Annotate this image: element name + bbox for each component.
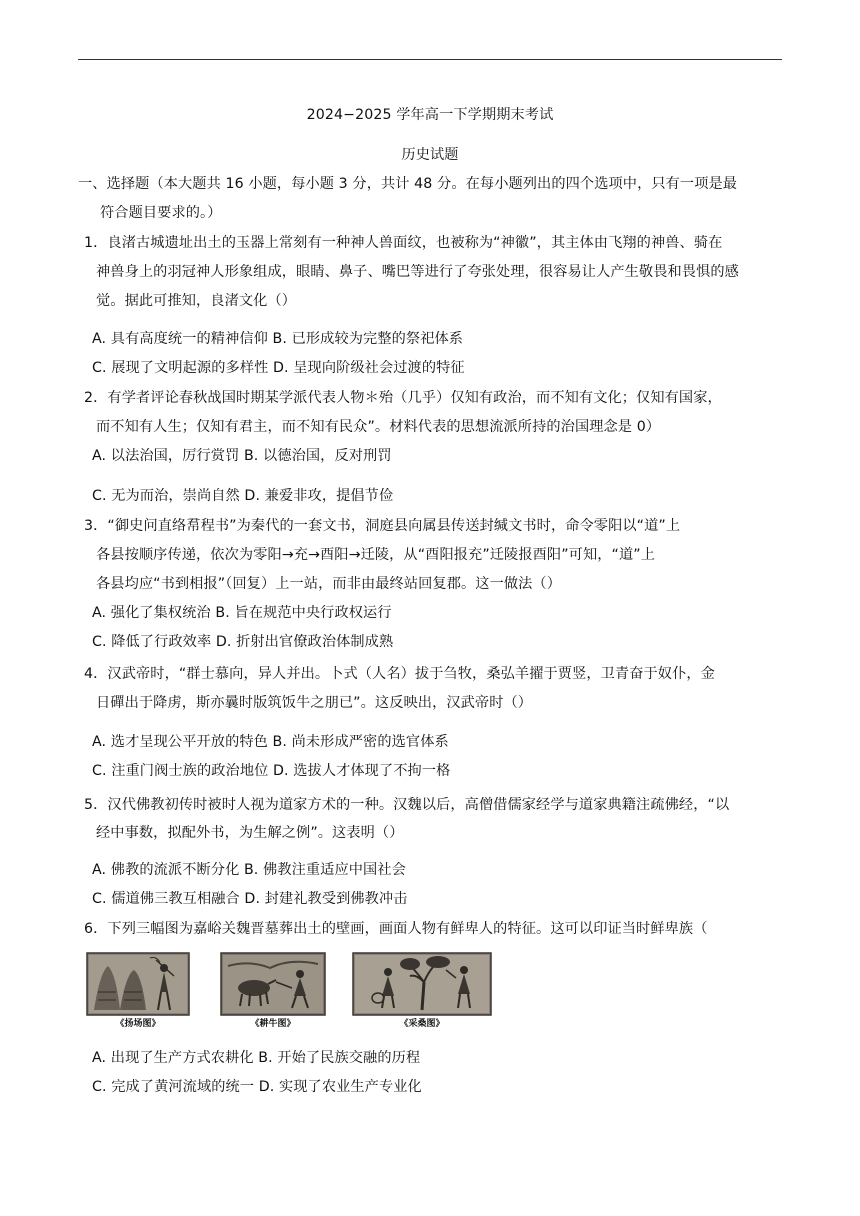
exam-title: 2024−2025 学年高一下学期期末考试 bbox=[306, 107, 554, 123]
q1-options-ab: A. 具有高度统一的精神信仰 B. 已形成较为完整的祭祀体系 bbox=[92, 331, 464, 347]
q4-options-ab: A. 选才呈现公平开放的特色 B. 尚未形成严密的选官体系 bbox=[92, 734, 449, 750]
q5-stem-line-1: 5．汉代佛教初传时被时人视为道家方术的一种。汉魏以后，高僧借儒家经学与道家典籍注疏佛经，“以 bbox=[84, 797, 730, 813]
section-instructions-cont: 符合题目要求的。） bbox=[100, 205, 222, 221]
q3-options-ab: A. 强化了集权统治 B. 旨在规范中央行政权运行 bbox=[92, 605, 392, 621]
mural-mulberry-caption: 《采桑图》 bbox=[399, 1019, 445, 1029]
q4-stem-line-1: 4．汉武帝时，“群士慕向，异人并出。卜式（人名）拔于刍牧，桑弘羊擢于贾竖，卫青奋于奴仆，金 bbox=[84, 666, 715, 682]
q2-stem-line-2: 而不知有人生；仅知有君主，而不知有民众”。材料代表的思想流派所持的治国理念是 0） bbox=[96, 419, 661, 435]
q2-options-ab: A. 以法治国，厉行赏罚 B. 以德治国，反对刑罚 bbox=[92, 448, 392, 464]
q5-options-cd: C. 儒道佛三教互相融合 D. 封建礼教受到佛教冲击 bbox=[92, 891, 408, 907]
mural-winnowing-image bbox=[86, 952, 190, 1016]
q4-options-cd: C. 注重门阀士族的政治地位 D. 选拔人才体现了不拘一格 bbox=[92, 763, 451, 779]
q6-options-cd: C. 完成了黄河流域的统一 D. 实现了农业生产专业化 bbox=[92, 1079, 422, 1095]
q3-stem-line-3: 各县均应“书到相报”（回复）上一站，而非由最终站回复郡。这一做法（） bbox=[96, 576, 562, 592]
q1-stem-line-3: 觉。据此可推知，良渚文化（） bbox=[96, 293, 297, 309]
header-rule bbox=[78, 59, 782, 60]
q6-options-ab: A. 出现了生产方式农耕化 B. 开始了民族交融的历程 bbox=[92, 1050, 421, 1066]
q3-options-cd: C. 降低了行政效率 D. 折射出官僚政治体制成熟 bbox=[92, 634, 394, 650]
mural-ox-plowing-caption: 《耕牛图》 bbox=[250, 1019, 296, 1029]
q2-options-cd: C. 无为而治，崇尚自然 D. 兼爱非攻，提倡节俭 bbox=[92, 488, 394, 504]
mural-ox-plowing-image bbox=[220, 952, 326, 1016]
q5-stem-line-2: 经中事数，拟配外书，为生解之例”。这表明（） bbox=[96, 825, 404, 841]
section-instructions: 一、选择题（本大题共 16 小题，每小题 3 分，共计 48 分。在每小题列出的四个选项中，只有一项是最 bbox=[78, 176, 738, 192]
mural-winnowing-caption: 《扬场图》 bbox=[115, 1019, 161, 1029]
q4-stem-line-2: 日磾出于降虏，斯亦曩时版筑饭牛之朋已”。这反映出，汉武帝时（） bbox=[96, 695, 533, 711]
q1-stem-line-1: 1．良渚古城遗址出土的玉器上常刻有一种神人兽面纹，也被称为“神徽”，其主体由飞翔的神兽、骑在 bbox=[84, 235, 723, 251]
exam-subject: 历史试题 bbox=[401, 147, 459, 163]
q1-options-cd: C. 展现了文明起源的多样性 D. 呈现向阶级社会过渡的特征 bbox=[92, 360, 465, 376]
q2-stem-line-1: 2．有学者评论春秋战国时期某学派代表人物＊殆（几乎）仅知有政治，而不知有文化；仅知有国家， bbox=[84, 390, 722, 406]
q3-stem-line-1: 3．“御史问直络帬程书”为秦代的一套文书，洞庭县向属县传送封缄文书时，命令零阳以“道”上 bbox=[84, 518, 681, 534]
mural-mulberry-image bbox=[352, 952, 492, 1016]
q5-options-ab: A. 佛教的流派不断分化 B. 佛教注重适应中国社会 bbox=[92, 862, 406, 878]
q6-stem-line-1: 6．下列三幅图为嘉峪关魏晋墓葬出土的壁画，画面人物有鲜卑人的特征。这可以印证当时鲜卑族（ bbox=[84, 921, 708, 937]
q3-stem-line-2: 各县按顺序传递，依次为零阳→充→酉阳→迁陵，从“酉阳报充”迁陵报酉阳”可知，“道”上 bbox=[96, 547, 655, 563]
mural-figures bbox=[86, 952, 496, 1034]
q1-stem-line-2: 神兽身上的羽冠神人形象组成，眼睛、鼻子、嘴巴等进行了夸张处理，很容易让人产生敬畏和畏惧的感 bbox=[96, 264, 739, 280]
